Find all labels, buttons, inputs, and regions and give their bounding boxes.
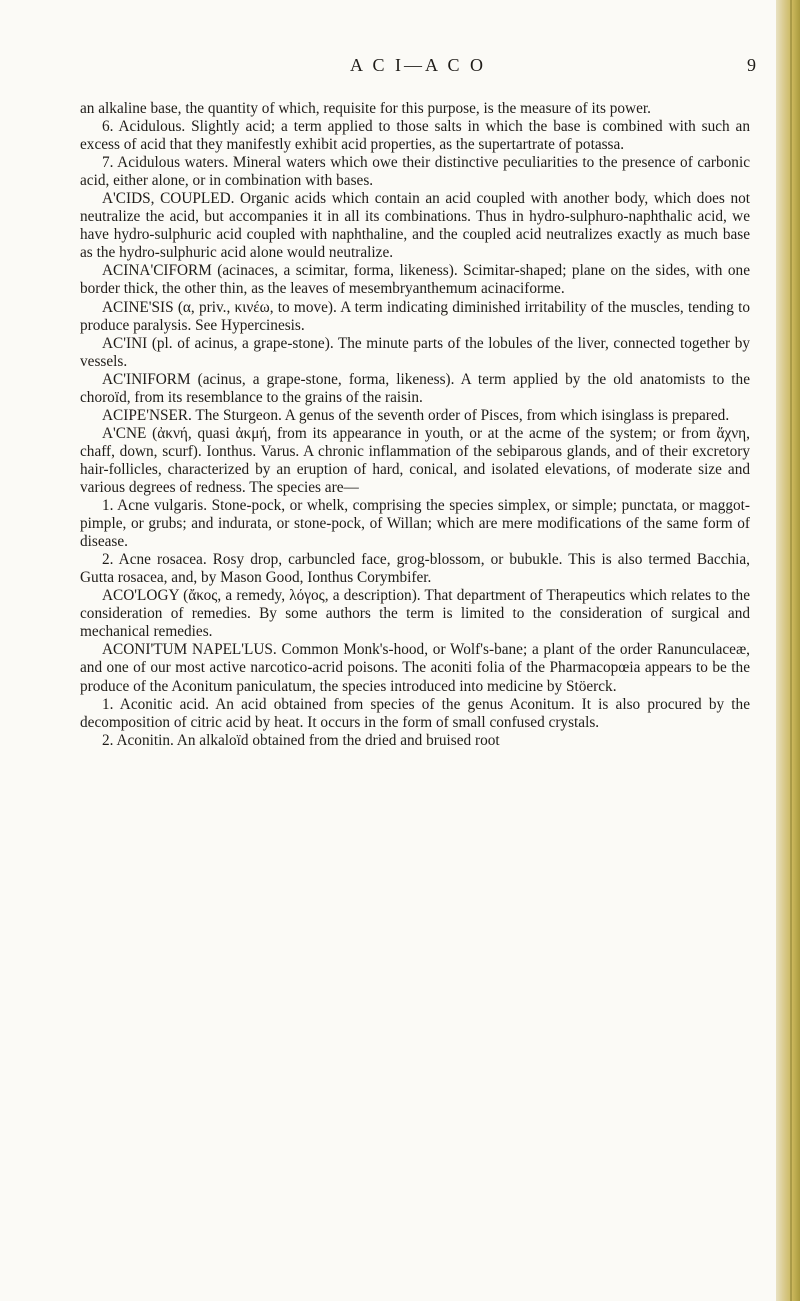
entry-acne: A'CNE (ἀκνή, quasi ἀκμή, from its appearance in youth, or at the acme of the system; or from ἄχνη, chaff, down, scurf). Ionthus. Varus. A chronic inflammation of the sebiparous glands, and of their excretory hair-follicles, characterized by an eruption of hard, conical, and isolated elevations, of moderate size and various degrees of redness. The species are— [80, 424, 750, 496]
entry-acipenser: ACIPE'NSER. The Sturgeon. A genus of the seventh order of Pisces, from which isinglass is prepared. [102, 406, 730, 424]
entry-acne-vulgaris: 1. Acne vulgaris. Stone-pock, or whelk, comprising the species simplex, or simple; punctata, or maggot-pimple, or grubs; and indurata, or stone-pock, of Willan; which are mere modifications of the same form of disease. [80, 497, 750, 551]
entry-acinaciform: ACINA'CIFORM (acinaces, a scimitar, forma, likeness). Scimitar-shaped; plane on the sides, with one border thick, the other thin, as the leaves of mesembryanthemum acinaciforme. [80, 262, 750, 298]
dictionary-entries [80, 100, 750, 750]
entry-acinesis: ACINE'SIS (α, priv., κινέω, to move). A term indicating diminished irritability of the muscles, tending to produce paralysis. See Hypercinesis. [80, 298, 750, 334]
entry-aconitin: 2. Aconitin. An alkaloïd obtained from the dried and bruised root [102, 731, 500, 749]
running-head: A C I—A C O [349, 55, 487, 75]
entry-aconitic-acid: 1. Aconitic acid. An acid obtained from species of the genus Aconitum. It is also procured by the decomposition of citric acid by heat. It occurs in the form of small confused crystals. [80, 695, 750, 731]
entry-acology: ACO'LOGY (ἄκος, a remedy, λόγος, a description). That department of Therapeutics which relates to the consideration of remedies. By some authors the term is limited to the consideration of surgical and mechanical remedies. [80, 587, 750, 641]
paragraph-continued: an alkaline base, the quantity of which, requisite for this purpose, is the measure of its power. [80, 100, 651, 117]
page-header [80, 55, 756, 85]
entry-aconitum-napellus: ACONI'TUM NAPEL'LUS. Common Monk's-hood, or Wolf's-bane; a plant of the order Ranunculaceæ, and one of our most active narcotico-acrid poisons. The aconiti folia of the Pharmacopœia appears to be the produce of the Aconitum paniculatum, the species introduced into medicine by Stöerck. [80, 641, 750, 695]
entry-acids-coupled: A'CIDS, COUPLED. Organic acids which contain an acid coupled with another body, which does not neutralize the acid, but accompanies it in all its combinations. Thus in hydro-sulphuro-naphthalic acid, we have hydro-sulphuric acid coupled with naphthaline, and the coupled acid neutralizes exactly as much base as the hydro-sulphuric acid alone would neutralize. [80, 190, 750, 262]
entry-acidulous: 6. Acidulous. Slightly acid; a term applied to those salts in which the base is combined with such an excess of acid that they manifestly exhibit acid properties, as the supertartrate of potassa. [80, 118, 750, 154]
entry-acini: AC'INI (pl. of acinus, a grape-stone). The minute parts of the lobules of the liver, connected together by vessels. [80, 334, 750, 370]
entry-aciniform: AC'INIFORM (acinus, a grape-stone, forma, likeness). A term applied by the old anatomists to the choroïd, from its resemblance to the grains of the raisin. [80, 370, 750, 406]
entry-acidulous-waters: 7. Acidulous waters. Mineral waters which owe their distinctive peculiarities to the presence of carbonic acid, either alone, or in combination with bases. [80, 154, 750, 190]
entry-acne-rosacea: 2. Acne rosacea. Rosy drop, carbuncled face, grog-blossom, or bubukle. This is also termed Bacchia, Gutta rosacea, and, by Mason Good, Ionthus Corymbifer. [80, 551, 750, 587]
page-edge-line [790, 0, 792, 1301]
page-edge-decoration [776, 0, 800, 1301]
page-number: 9 [747, 55, 756, 75]
